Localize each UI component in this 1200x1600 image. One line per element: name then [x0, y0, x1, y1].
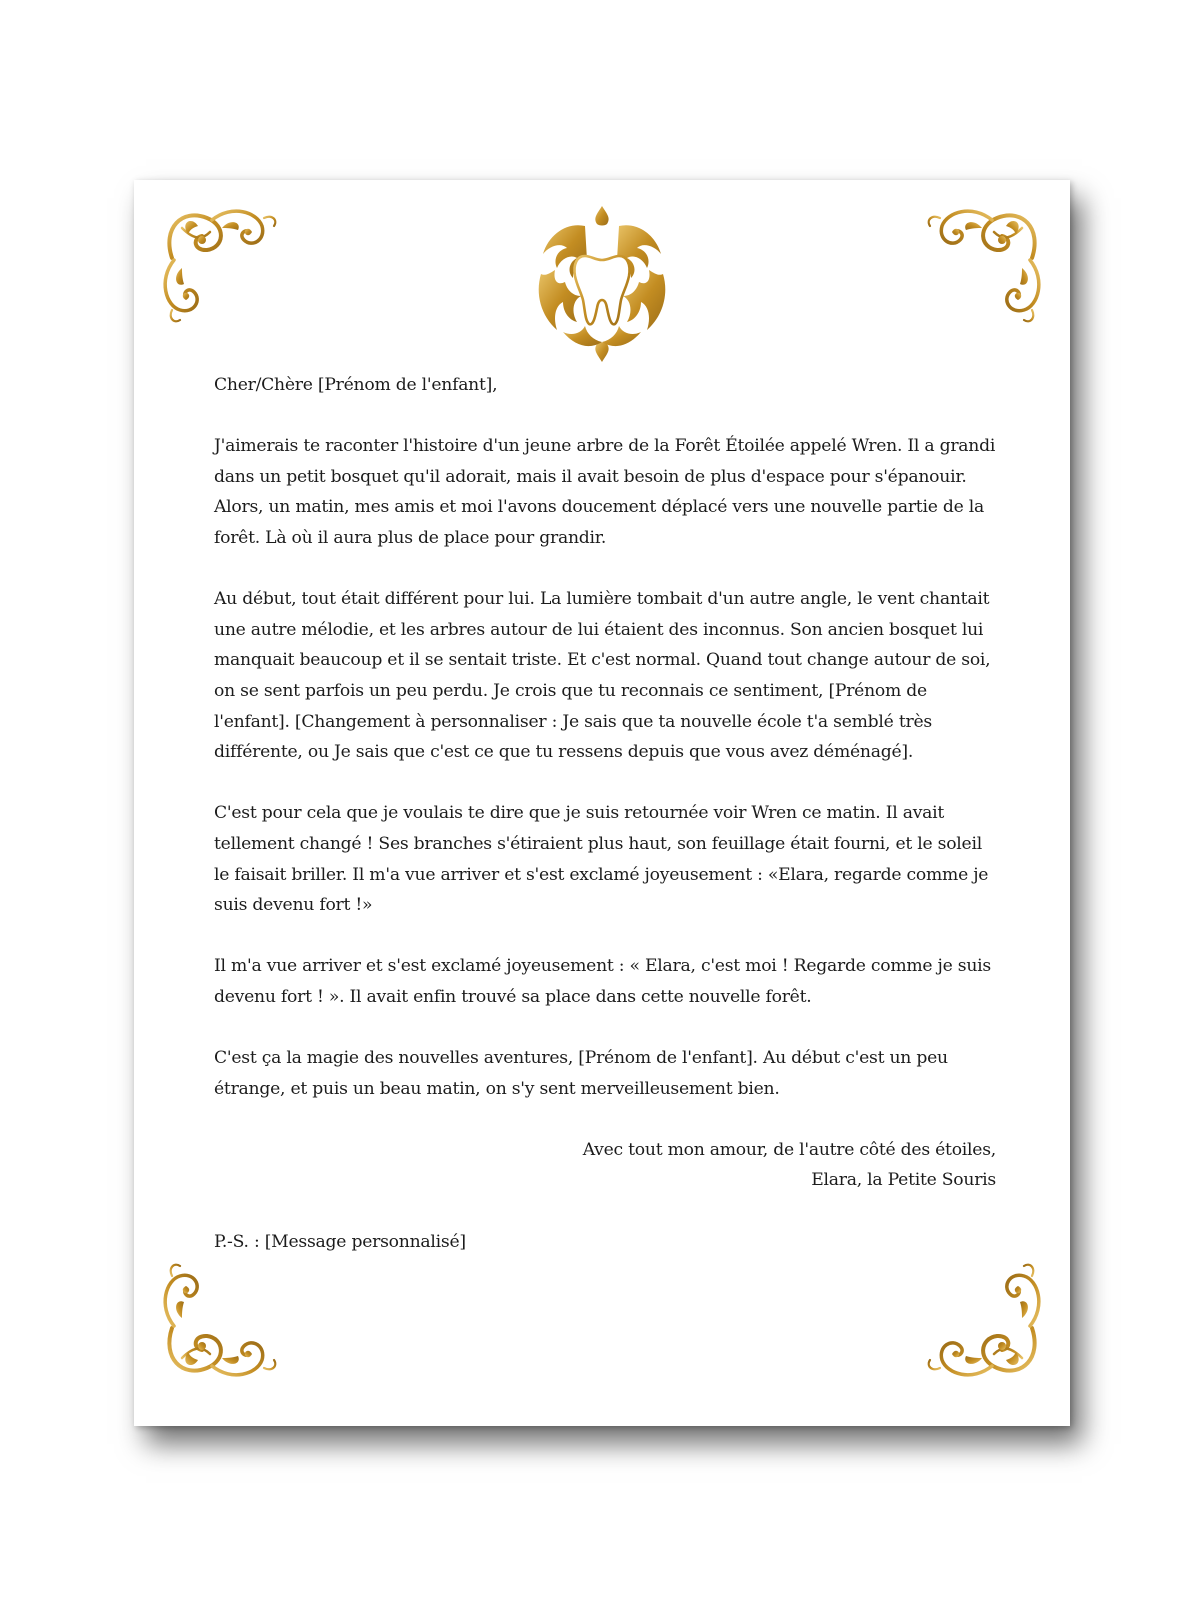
letter-greeting: Cher/Chère [Prénom de l'enfant], — [214, 375, 498, 395]
letter-paragraph: Au début, tout était différent pour lui. La lumière tombait d'un autre angle, le vent chantait une autre mélodie, et les arbres autour de lui étaient des inconnus. Son ancien bosquet lui manquait beaucoup et il se sentait triste. Et c'est normal. Quand tout change autour de soi, on se sent parfois un peu perdu. Je crois que tu reconnais ce sentiment, [Prénom de l'enfant]. [Changement à personnaliser : Je sais que ta nouvelle école t'a semblé très différente, ou Je sais que c'est ce que tu ressens depuis que vous avez déménagé]. — [214, 589, 991, 763]
tooth-icon — [527, 204, 677, 364]
closing-line: Avec tout mon amour, de l'autre côté des étoiles, — [582, 1139, 996, 1160]
letter-body — [214, 370, 996, 1288]
letter-sheet — [134, 180, 1070, 1426]
postscript: P.-S. : [Message personnalisé] — [214, 1231, 466, 1252]
letter-paragraph: Il m'a vue arriver et s'est exclamé joyeusement : « Elara, c'est moi ! Regarde comme je suis devenu fort ! ». Il avait enfin trouvé sa place dans cette nouvelle forêt. — [214, 956, 991, 1007]
letter-paragraph: C'est ça la magie des nouvelles aventures, [Prénom de l'enfant]. Au début c'est un peu étrange, et puis un beau matin, on s'y sent merveilleusement bien. — [214, 1048, 948, 1099]
letter-closing — [214, 1135, 996, 1196]
letter-paragraph: C'est pour cela que je voulais te dire que je suis retournée voir Wren ce matin. Il avait tellement changé ! Ses branches s'étiraient plus haut, son feuillage était fourni, et le soleil le faisait briller. Il m'a vue arriver et s'est exclamé joyeusement : «Elara, regarde comme je suis devenu fort !» — [214, 803, 989, 916]
letter-paragraph: J'aimerais te raconter l'histoire d'un jeune arbre de la Forêt Étoilée appelé Wren. Il a grandi dans un petit bosquet qu'il adorait, mais il avait besoin de plus d'espace pour s'épanouir. Alors, un matin, mes amis et moi l'avons doucement déplacé vers une nouvelle partie de la forêt. Là où il aura plus de place pour grandir. — [214, 436, 996, 548]
signature: Elara, la Petite Souris — [811, 1170, 996, 1191]
